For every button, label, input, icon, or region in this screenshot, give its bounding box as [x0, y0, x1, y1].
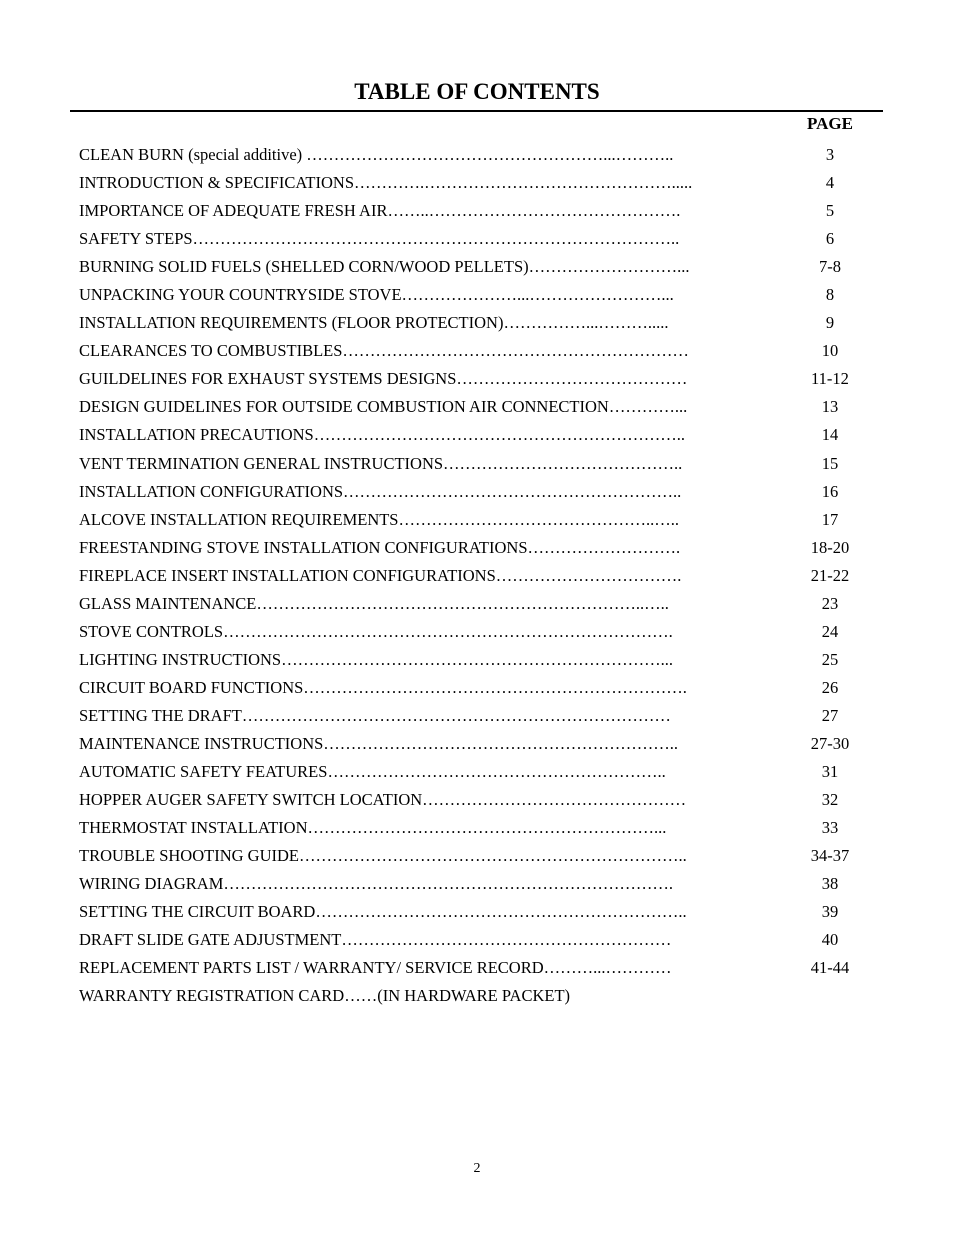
toc-entry-title: WARRANTY REGISTRATION CARD……(IN HARDWARE PACKET) — [79, 986, 571, 1006]
toc-entry-title: INSTALLATION PRECAUTIONS………………………………………………………….. — [79, 425, 685, 445]
toc-entry-page: 33 — [821, 818, 839, 838]
toc-entry-page: 10 — [821, 341, 839, 361]
toc-entry-page: 40 — [821, 930, 839, 950]
toc-entry-page: 27 — [821, 705, 839, 725]
toc-entry-title: SETTING THE CIRCUIT BOARD………………………………………………………….. — [79, 902, 687, 922]
toc-entry-page: 34-37 — [810, 846, 850, 866]
toc-entry — [79, 144, 879, 172]
toc-entry-page: 13 — [821, 397, 839, 417]
toc-entry — [79, 424, 879, 452]
toc-entry-title: DESIGN GUIDELINES FOR OUTSIDE COMBUSTION AIR CONNECTION…………... — [79, 397, 688, 417]
toc-entry-page: 4 — [825, 173, 835, 193]
toc-entry-page: 32 — [821, 790, 839, 810]
toc-entry — [79, 453, 879, 481]
toc-entry-page: 5 — [825, 201, 835, 221]
toc-entry — [79, 677, 879, 705]
toc-entry-title: SAFETY STEPS…………………………………………………………………………….. — [79, 229, 680, 249]
toc-entry-page: 7-8 — [819, 257, 841, 277]
toc-entry — [79, 649, 879, 677]
toc-entry-title: DRAFT SLIDE GATE ADJUSTMENT…………………………………………………… — [79, 930, 672, 950]
toc-entry-title: INTRODUCTION & SPECIFICATIONS………….………………………………………..... — [79, 173, 693, 193]
toc-entry — [79, 593, 879, 621]
toc-entry-title: CLEAN BURN (special additive) ………………………………………………...……….. — [79, 145, 674, 164]
toc-entry-title: GUILDELINES FOR EXHAUST SYSTEMS DESIGNS…………………………………… — [79, 369, 688, 389]
toc-entry-title: CIRCUIT BOARD FUNCTIONS……………………………………………………………. — [79, 677, 687, 697]
toc-entry-page: 8 — [825, 285, 835, 305]
toc-entry-title: AUTOMATIC SAFETY FEATURES…………………………………………………….. — [79, 762, 666, 782]
toc-entry — [79, 621, 879, 649]
page-number: 2 — [473, 1161, 481, 1176]
title-rule — [70, 110, 883, 112]
toc-entry-title: LIGHTING INSTRUCTIONS……………………………………………………………... — [79, 649, 673, 669]
toc-entry-page: 11-12 — [811, 369, 849, 389]
toc-entry — [79, 985, 879, 1013]
toc-entry — [79, 789, 879, 817]
toc-entry — [79, 761, 879, 789]
toc-entry-page: 15 — [821, 453, 839, 473]
toc-list — [79, 144, 879, 1013]
toc-entry-page: 39 — [821, 902, 839, 922]
toc-entry-page: 23 — [821, 593, 839, 613]
toc-entry-title: FIREPLACE INSERT INSTALLATION CONFIGURATIONS……………………………. — [79, 565, 682, 585]
toc-entry — [79, 705, 879, 733]
toc-entry-title: GLASS MAINTENANCE……………………………………………………………..….. — [79, 593, 669, 613]
toc-entry-title: FREESTANDING STOVE INSTALLATION CONFIGURATIONS………………………. — [79, 537, 681, 557]
toc-entry — [79, 817, 879, 845]
toc-entry — [79, 565, 879, 593]
toc-entry-page: 26 — [821, 677, 839, 697]
toc-entry — [79, 312, 879, 340]
toc-entry — [79, 929, 879, 957]
toc-entry — [79, 284, 879, 312]
toc-entry-page: 6 — [825, 229, 835, 249]
toc-entry-title: SETTING THE DRAFT…………………………………………………………………… — [79, 705, 671, 725]
toc-entry-title: ALCOVE INSTALLATION REQUIREMENTS………………………………………..….. — [79, 509, 679, 529]
toc-entry-title: IMPORTANCE OF ADEQUATE FRESH AIR……..………………………………………. — [79, 201, 681, 221]
toc-entry-title: INSTALLATION REQUIREMENTS (FLOOR PROTECTION)……………...………..... — [79, 313, 669, 333]
toc-entry-title: HOPPER AUGER SAFETY SWITCH LOCATION………………………………………… — [79, 790, 687, 810]
toc-entry — [79, 256, 879, 284]
toc-entry-page: 14 — [821, 425, 839, 445]
toc-entry — [79, 228, 879, 256]
toc-entry-page: 24 — [821, 621, 839, 641]
toc-entry — [79, 509, 879, 537]
toc-entry-title: STOVE CONTROLS………………………………………………………………………. — [79, 621, 673, 641]
toc-entry-title: WIRING DIAGRAM………………………………………………………………………. — [79, 874, 673, 894]
toc-entry-title: TROUBLE SHOOTING GUIDE…………………………………………………………….. — [79, 846, 687, 866]
toc-entry-page: 16 — [821, 481, 839, 501]
toc-entry — [79, 172, 879, 200]
toc-entry — [79, 845, 879, 873]
toc-entry-page: 41-44 — [810, 958, 850, 978]
toc-entry — [79, 481, 879, 509]
toc-entry-page: 3 — [825, 145, 835, 164]
toc-entry — [79, 733, 879, 761]
toc-entry — [79, 368, 879, 396]
toc-entry-title: UNPACKING YOUR COUNTRYSIDE STOVE…………………...……………………... — [79, 285, 674, 305]
toc-entry — [79, 873, 879, 901]
toc-entry-title: CLEARANCES TO COMBUSTIBLES……………………………………………………… — [79, 341, 689, 361]
toc-entry-title: MAINTENANCE INSTRUCTIONS……………………………………………………….. — [79, 733, 679, 753]
toc-entry-page: 38 — [821, 874, 839, 894]
toc-entry-page: 31 — [821, 762, 839, 782]
toc-entry-title: REPLACEMENT PARTS LIST / WARRANTY/ SERVICE RECORD………...………… — [79, 958, 672, 978]
toc-entry-page: 27-30 — [810, 733, 850, 753]
page-title: TABLE OF CONTENTS — [354, 79, 600, 104]
toc-entry-title: BURNING SOLID FUELS (SHELLED CORN/WOOD PELLETS)………………………... — [79, 257, 690, 277]
toc-entry-page: 21-22 — [810, 565, 850, 585]
toc-entry — [79, 957, 879, 985]
toc-entry-page: 18-20 — [810, 537, 850, 557]
toc-entry — [79, 340, 879, 368]
toc-entry — [79, 200, 879, 228]
toc-entry-title: VENT TERMINATION GENERAL INSTRUCTIONS…………………………………….. — [79, 453, 683, 473]
toc-entry-title: INSTALLATION CONFIGURATIONS…………………………………………………….. — [79, 481, 682, 501]
toc-entry — [79, 537, 879, 565]
page-column-header: PAGE — [807, 114, 853, 133]
toc-entry-page: 9 — [825, 313, 835, 333]
toc-entry-page: 25 — [821, 649, 839, 669]
toc-entry-title: THERMOSTAT INSTALLATION………………………………………………………... — [79, 818, 667, 838]
toc-entry — [79, 396, 879, 424]
toc-entry-page: 17 — [821, 509, 839, 529]
toc-entry — [79, 901, 879, 929]
